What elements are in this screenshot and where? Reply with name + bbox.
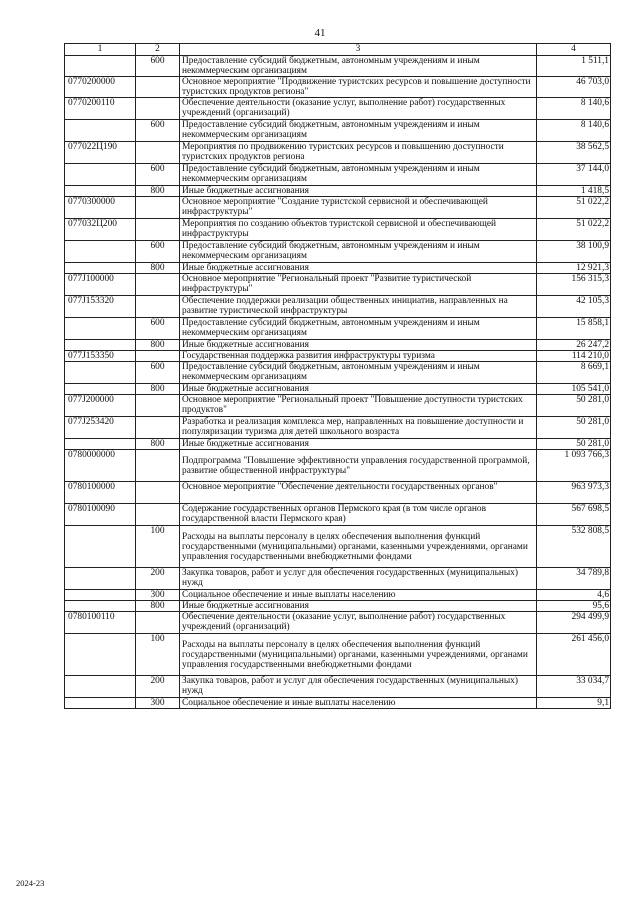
kbk-code-cell (65, 241, 136, 263)
expense-type-cell: 600 (136, 318, 180, 340)
item-name-cell: Разработка и реализация комплекса мер, направленных на повышение доступности и популяризации туризма для детей школьного возраста (180, 417, 537, 439)
item-name-cell: Иные бюджетные ассигнования (180, 439, 537, 450)
header-col-3: 3 (180, 44, 537, 56)
expense-type-cell (136, 450, 180, 482)
amount-cell: 26 247,2 (537, 340, 611, 351)
expense-type-cell: 600 (136, 56, 180, 77)
table-row (65, 142, 611, 164)
amount-cell: 51 022,2 (537, 197, 611, 219)
item-name-cell: Закупка товаров, работ и услуг для обеспечения государственных (муниципальных) нужд (180, 568, 537, 590)
table-row (65, 612, 611, 634)
kbk-code-cell (65, 120, 136, 142)
amount-cell: 50 281,0 (537, 395, 611, 417)
kbk-code-cell (65, 164, 136, 186)
amount-cell: 50 281,0 (537, 439, 611, 450)
item-name-cell: Основное мероприятие "Создание туристской сервисной и обеспечивающей инфраструктуры" (180, 197, 537, 219)
item-name-cell: Расходы на выплаты персоналу в целях обеспечения выполнения функций государственными (муниципальными) органами, казенными учреждениями, органами управления государственными внебюджетными фондами (180, 526, 537, 568)
expense-type-cell: 300 (136, 590, 180, 601)
expense-type-cell (136, 274, 180, 296)
table-row (65, 482, 611, 504)
page-number: 41 (314, 27, 326, 39)
table-row (65, 384, 611, 395)
item-name-cell: Государственная поддержка развития инфраструктуры туризма (180, 351, 537, 362)
amount-cell: 114 210,0 (537, 351, 611, 362)
kbk-code-cell (65, 439, 136, 450)
item-name-cell: Иные бюджетные ассигнования (180, 340, 537, 351)
amount-cell: 8 140,6 (537, 120, 611, 142)
amount-cell: 567 698,5 (537, 504, 611, 526)
amount-cell: 1 093 766,3 (537, 450, 611, 482)
table-row (65, 98, 611, 120)
kbk-code-cell: 0780100090 (65, 504, 136, 526)
amount-cell: 105 541,0 (537, 384, 611, 395)
amount-cell: 95,6 (537, 601, 611, 612)
kbk-code-cell: 0780000000 (65, 450, 136, 482)
item-name-cell: Предоставление субсидий бюджетным, автономным учреждениям и иным некоммерческим организациям (180, 120, 537, 142)
header-col-1: 1 (65, 44, 136, 56)
expense-type-cell (136, 504, 180, 526)
kbk-code-cell: 0770200000 (65, 77, 136, 98)
amount-cell: 15 858,1 (537, 318, 611, 340)
expense-type-cell (136, 395, 180, 417)
item-name-cell: Подпрограмма "Повышение эффективности управления государственной программой, развитие общественной инфраструктуры" (180, 450, 537, 482)
expense-type-cell: 800 (136, 263, 180, 274)
item-name-cell: Иные бюджетные ассигнования (180, 601, 537, 612)
budget-table (64, 43, 611, 709)
amount-cell: 1 511,1 (537, 56, 611, 77)
item-name-cell: Предоставление субсидий бюджетным, автономным учреждениям и иным некоммерческим организациям (180, 56, 537, 77)
kbk-code-cell (65, 56, 136, 77)
kbk-code-cell (65, 601, 136, 612)
expense-type-cell: 600 (136, 241, 180, 263)
kbk-code-cell: 077J153350 (65, 351, 136, 362)
amount-cell: 294 499,9 (537, 612, 611, 634)
expense-type-cell: 800 (136, 384, 180, 395)
expense-type-cell: 200 (136, 568, 180, 590)
kbk-code-cell (65, 362, 136, 384)
kbk-code-cell: 077032Ц200 (65, 219, 136, 241)
amount-cell: 42 105,3 (537, 296, 611, 318)
expense-type-cell: 600 (136, 164, 180, 186)
kbk-code-cell (65, 384, 136, 395)
item-name-cell: Закупка товаров, работ и услуг для обеспечения государственных (муниципальных) нужд (180, 676, 537, 698)
expense-type-cell (136, 482, 180, 504)
expense-type-cell (136, 77, 180, 98)
expense-type-cell (136, 296, 180, 318)
table-row (65, 340, 611, 351)
kbk-code-cell (65, 318, 136, 340)
table-row (65, 164, 611, 186)
expense-type-cell: 100 (136, 634, 180, 676)
table-row (65, 417, 611, 439)
amount-cell: 38 562,5 (537, 142, 611, 164)
expense-type-cell: 800 (136, 439, 180, 450)
amount-cell: 33 034,7 (537, 676, 611, 698)
table-row (65, 274, 611, 296)
expense-type-cell: 200 (136, 676, 180, 698)
item-name-cell: Социальное обеспечение и иные выплаты населению (180, 698, 537, 709)
expense-type-cell: 100 (136, 526, 180, 568)
item-name-cell: Иные бюджетные ассигнования (180, 186, 537, 197)
kbk-code-cell: 077J100000 (65, 274, 136, 296)
item-name-cell: Основное мероприятие "Обеспечение деятельности государственных органов" (180, 482, 537, 504)
kbk-code-cell: 077022Ц190 (65, 142, 136, 164)
table-row (65, 120, 611, 142)
amount-cell: 8 140,6 (537, 98, 611, 120)
item-name-cell: Предоставление субсидий бюджетным, автономным учреждениям и иным некоммерческим организациям (180, 241, 537, 263)
expense-type-cell (136, 197, 180, 219)
item-name-cell: Основное мероприятие "Региональный проект "Развитие туристической инфраструктуры" (180, 274, 537, 296)
kbk-code-cell: 0780100110 (65, 612, 136, 634)
table-row (65, 568, 611, 590)
item-name-cell: Предоставление субсидий бюджетным, автономным учреждениям и иным некоммерческим организациям (180, 164, 537, 186)
kbk-code-cell: 0770300000 (65, 197, 136, 219)
expense-type-cell: 600 (136, 362, 180, 384)
expense-type-cell: 800 (136, 340, 180, 351)
amount-cell: 532 808,5 (537, 526, 611, 568)
item-name-cell: Обеспечение деятельности (оказание услуг, выполнение работ) государственных учреждений (организаций) (180, 98, 537, 120)
kbk-code-cell (65, 676, 136, 698)
expense-type-cell (136, 612, 180, 634)
amount-cell: 8 669,1 (537, 362, 611, 384)
table-row (65, 351, 611, 362)
item-name-cell: Мероприятия по продвижению туристских ресурсов и повышению доступности туристских продуктов региона (180, 142, 537, 164)
footer-code: 2024-23 (16, 878, 45, 888)
table-row (65, 241, 611, 263)
table-row (65, 601, 611, 612)
kbk-code-cell (65, 186, 136, 197)
expense-type-cell (136, 417, 180, 439)
kbk-code-cell: 077J253420 (65, 417, 136, 439)
amount-cell: 46 703,0 (537, 77, 611, 98)
item-name-cell: Предоставление субсидий бюджетным, автономным учреждениям и иным некоммерческим организациям (180, 362, 537, 384)
expense-type-cell (136, 98, 180, 120)
item-name-cell: Основное мероприятие "Продвижение туристских ресурсов и повышение доступности туристских продуктов региона" (180, 77, 537, 98)
table-row (65, 219, 611, 241)
expense-type-cell: 800 (136, 601, 180, 612)
table-row (65, 395, 611, 417)
table-row (65, 77, 611, 98)
amount-cell: 50 281,0 (537, 417, 611, 439)
item-name-cell: Иные бюджетные ассигнования (180, 384, 537, 395)
kbk-code-cell (65, 263, 136, 274)
table-row (65, 362, 611, 384)
item-name-cell: Социальное обеспечение и иные выплаты населению (180, 590, 537, 601)
header-row (65, 44, 611, 56)
amount-cell: 963 973,3 (537, 482, 611, 504)
item-name-cell: Расходы на выплаты персоналу в целях обеспечения выполнения функций государственными (муниципальными) органами, казенными учреждениями, органами управления государственными внебюджетными фондами (180, 634, 537, 676)
item-name-cell: Иные бюджетные ассигнования (180, 263, 537, 274)
expense-type-cell: 300 (136, 698, 180, 709)
amount-cell: 156 315,3 (537, 274, 611, 296)
table-row (65, 186, 611, 197)
table-row (65, 296, 611, 318)
amount-cell: 1 418,5 (537, 186, 611, 197)
table-row (65, 197, 611, 219)
header-col-4: 4 (537, 44, 611, 56)
kbk-code-cell (65, 340, 136, 351)
item-name-cell: Мероприятия по созданию объектов туристской сервисной и обеспечивающей инфраструктуры (180, 219, 537, 241)
table-row (65, 590, 611, 601)
amount-cell: 12 921,3 (537, 263, 611, 274)
item-name-cell: Содержание государственных органов Пермского края (в том числе органов государственной власти Пермского края) (180, 504, 537, 526)
item-name-cell: Основное мероприятие "Региональный проект "Повышение доступности туристских продуктов" (180, 395, 537, 417)
kbk-code-cell (65, 526, 136, 568)
kbk-code-cell: 077J153320 (65, 296, 136, 318)
amount-cell: 4,6 (537, 590, 611, 601)
table-row (65, 450, 611, 482)
expense-type-cell (136, 219, 180, 241)
table-row (65, 698, 611, 709)
kbk-code-cell (65, 568, 136, 590)
expense-type-cell: 800 (136, 186, 180, 197)
amount-cell: 261 456,0 (537, 634, 611, 676)
kbk-code-cell: 077J200000 (65, 395, 136, 417)
expense-type-cell: 600 (136, 120, 180, 142)
amount-cell: 38 100,9 (537, 241, 611, 263)
kbk-code-cell: 0780100000 (65, 482, 136, 504)
expense-type-cell (136, 351, 180, 362)
item-name-cell: Предоставление субсидий бюджетным, автономным учреждениям и иным некоммерческим организациям (180, 318, 537, 340)
kbk-code-cell: 0770200110 (65, 98, 136, 120)
table-row (65, 439, 611, 450)
table-row (65, 263, 611, 274)
kbk-code-cell (65, 698, 136, 709)
table-row (65, 634, 611, 676)
table-row (65, 676, 611, 698)
amount-cell: 34 789,8 (537, 568, 611, 590)
item-name-cell: Обеспечение поддержки реализации общественных инициатив, направленных на развитие туристической инфраструктуры (180, 296, 537, 318)
table-row (65, 318, 611, 340)
amount-cell: 51 022,2 (537, 219, 611, 241)
kbk-code-cell (65, 634, 136, 676)
expense-type-cell (136, 142, 180, 164)
header-col-2: 2 (136, 44, 180, 56)
table-row (65, 504, 611, 526)
amount-cell: 9,1 (537, 698, 611, 709)
kbk-code-cell (65, 590, 136, 601)
item-name-cell: Обеспечение деятельности (оказание услуг, выполнение работ) государственных учреждений (организаций) (180, 612, 537, 634)
table-row (65, 56, 611, 77)
table-row (65, 526, 611, 568)
amount-cell: 37 144,0 (537, 164, 611, 186)
